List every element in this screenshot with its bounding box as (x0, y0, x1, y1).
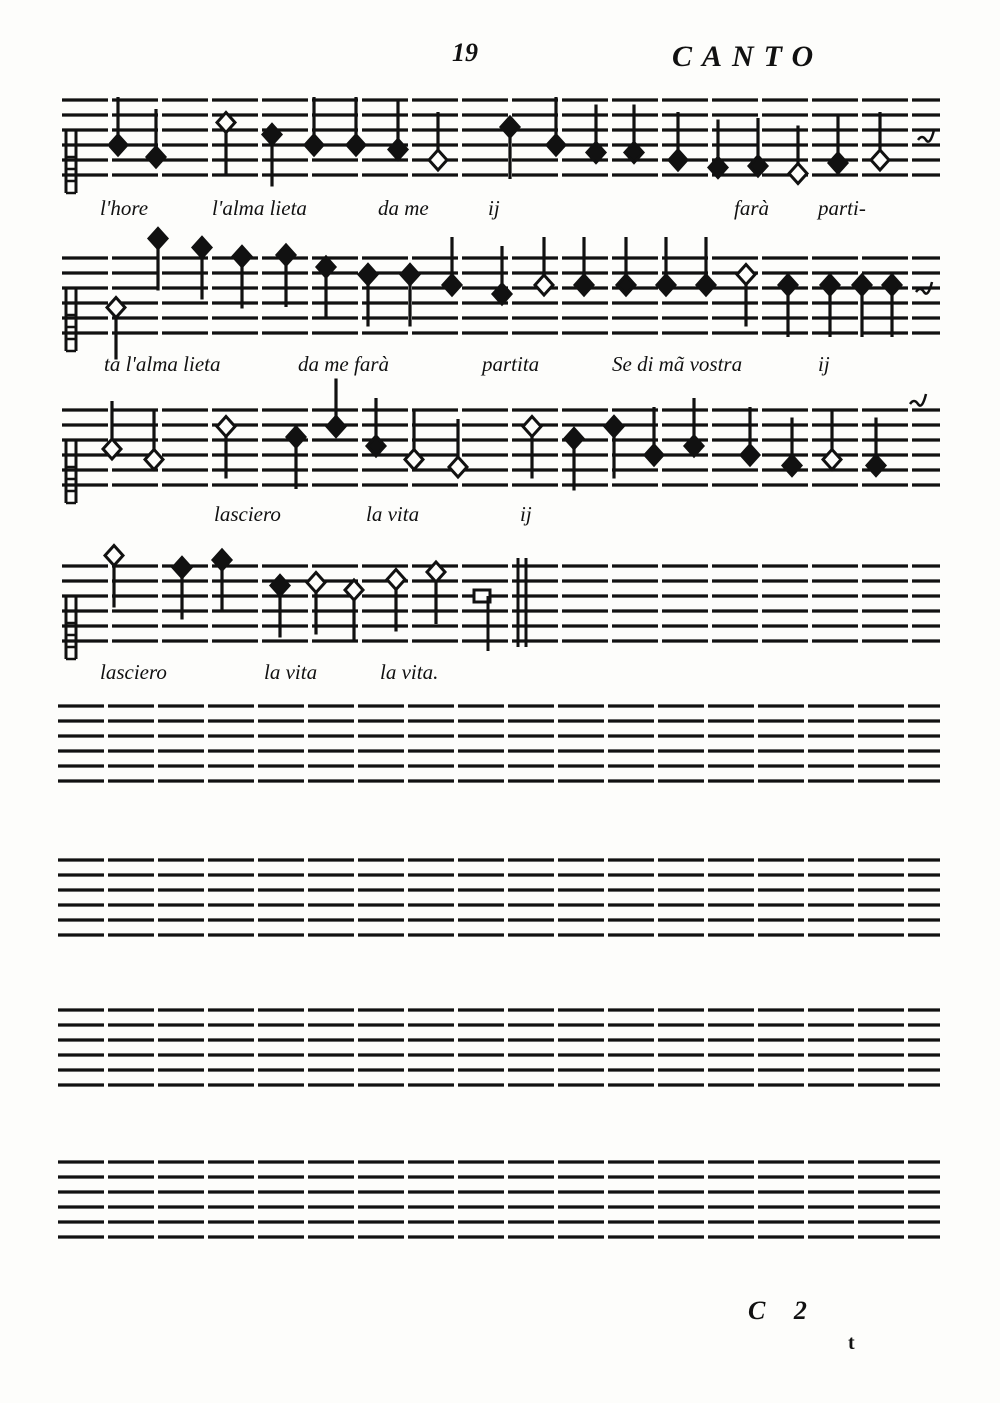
note-head (535, 275, 553, 295)
note-head (287, 427, 305, 447)
note-head (645, 445, 663, 465)
lyric-3-3: ij (520, 502, 532, 526)
note-head (605, 417, 623, 437)
note-head (657, 275, 675, 295)
note-head (575, 275, 593, 295)
lyric-3-1: lasciero (214, 502, 281, 526)
lyric-1-4: ij (488, 196, 500, 220)
catchword-mark: t (848, 1332, 855, 1354)
lyric-1-6: parti- (818, 196, 866, 220)
lyric-3-2: la vita (366, 502, 420, 526)
note-head (449, 457, 467, 477)
lyric-2-3: partita (482, 352, 540, 376)
note-head (347, 135, 365, 155)
note-head (359, 265, 377, 285)
note-head (105, 546, 123, 566)
note-head (109, 135, 127, 155)
note-head (867, 456, 885, 476)
note-head (307, 573, 325, 593)
note-head (405, 450, 423, 470)
note-head (387, 570, 405, 590)
note-head (193, 238, 211, 258)
note-head (263, 125, 281, 145)
note-head (173, 558, 191, 578)
lyric-4-1: lasciero (100, 660, 167, 684)
custos-mark (918, 130, 934, 142)
note-head (217, 417, 235, 437)
custos-mark (910, 394, 926, 406)
note-head (501, 117, 519, 137)
note-head (429, 150, 447, 170)
note-head (669, 150, 687, 170)
lyric-2-2: da me farà (298, 352, 389, 376)
note-head (883, 275, 901, 295)
note-head (277, 245, 295, 265)
note-head (547, 135, 565, 155)
lyric-4-3: la vita. (380, 660, 439, 684)
lyric-1-2: l'alma lieta (212, 196, 307, 220)
lyric-4-2: la vita (264, 660, 318, 684)
note-head (523, 417, 541, 437)
note-head (327, 417, 345, 437)
lyric-1-3: da me (378, 196, 429, 220)
note-head (853, 275, 871, 295)
note-head (305, 135, 323, 155)
note-head (149, 229, 167, 249)
note-head (107, 298, 125, 318)
note-head (389, 140, 407, 160)
part-title: CANTO (672, 40, 824, 73)
lyric-1-1: l'hore (100, 196, 149, 220)
lyric-2-1: ta l'alma lieta (104, 352, 221, 376)
note-head (145, 450, 163, 470)
note-head (271, 576, 289, 596)
page-number: 19 (452, 38, 478, 67)
note-head (829, 153, 847, 173)
note-head (789, 164, 807, 184)
note-head (233, 247, 251, 267)
lyric-1-5: farà (734, 196, 770, 220)
note-head (737, 265, 755, 285)
note-head (565, 429, 583, 449)
note-head (783, 456, 801, 476)
note-head (443, 275, 461, 295)
note-head (821, 275, 839, 295)
note-head (823, 450, 841, 470)
note-head (741, 445, 759, 465)
signature-mark: C 2 (748, 1296, 807, 1325)
lyric-2-5: ij (818, 352, 830, 376)
note-head (779, 275, 797, 295)
note-head (871, 150, 889, 170)
note-head (617, 275, 635, 295)
note-head (147, 147, 165, 167)
lyric-2-4: Se di mã vostra (612, 352, 743, 376)
note-head (697, 275, 715, 295)
note-head (401, 265, 419, 285)
